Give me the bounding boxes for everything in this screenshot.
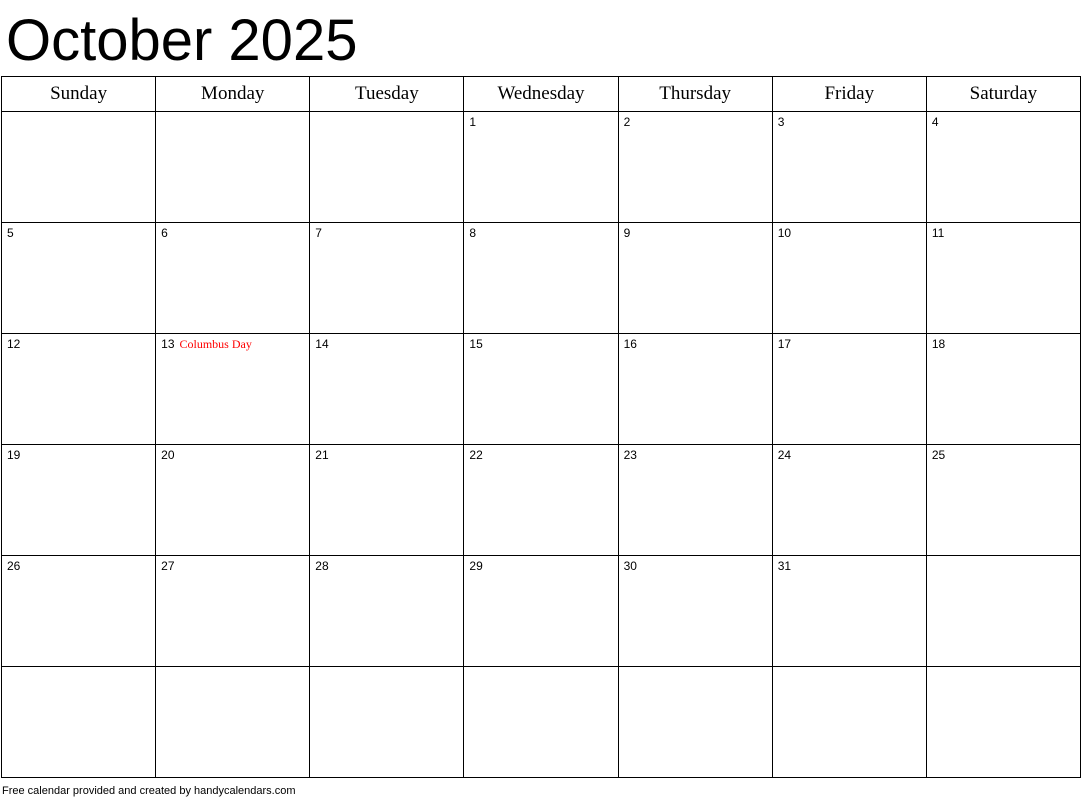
- day-cell[interactable]: [772, 223, 926, 334]
- day-number: 27: [161, 559, 175, 573]
- day-number: 22: [469, 448, 483, 462]
- day-cell[interactable]: [310, 112, 464, 223]
- day-cell[interactable]: [2, 445, 156, 556]
- calendar-week-row: [2, 667, 1081, 778]
- day-number: 14: [315, 337, 329, 351]
- day-cell[interactable]: [772, 667, 926, 778]
- day-number: 25: [931, 448, 946, 462]
- day-number: 5: [7, 226, 14, 240]
- day-number: 16: [623, 337, 637, 351]
- day-event: Columbus Day: [179, 337, 252, 351]
- day-cell[interactable]: [926, 334, 1080, 445]
- day-cell[interactable]: [772, 556, 926, 667]
- day-number: 12: [7, 337, 21, 351]
- day-cell[interactable]: [464, 223, 618, 334]
- day-cell[interactable]: [310, 334, 464, 445]
- day-cell[interactable]: [2, 223, 156, 334]
- day-number: 20: [161, 448, 175, 462]
- day-cell[interactable]: [156, 112, 310, 223]
- day-cell[interactable]: [926, 667, 1080, 778]
- day-number: 8: [469, 226, 477, 240]
- day-cell[interactable]: [156, 223, 310, 334]
- day-cell[interactable]: [618, 334, 772, 445]
- day-number: 6: [161, 226, 168, 240]
- day-cell[interactable]: [156, 556, 310, 667]
- day-cell[interactable]: [156, 334, 310, 445]
- day-number: 19: [7, 448, 21, 462]
- weekday-header-tuesday: Tuesday: [310, 77, 464, 112]
- day-cell[interactable]: [772, 112, 926, 223]
- calendar-week-row: [2, 445, 1081, 556]
- weekday-header-sunday: Sunday: [2, 77, 156, 112]
- calendar-week-row: [2, 112, 1081, 223]
- day-cell[interactable]: [464, 556, 618, 667]
- day-number: 3: [777, 115, 785, 129]
- calendar-grid: [1, 76, 1081, 778]
- page-title: October 2025: [6, 8, 358, 73]
- day-number: 11: [931, 226, 945, 240]
- day-number: 9: [623, 226, 631, 240]
- day-cell[interactable]: [772, 445, 926, 556]
- day-cell[interactable]: [618, 445, 772, 556]
- day-cell[interactable]: [310, 223, 464, 334]
- day-cell[interactable]: [2, 112, 156, 223]
- day-cell[interactable]: [772, 334, 926, 445]
- weekday-header-monday: Monday: [156, 77, 310, 112]
- calendar-week-row: [2, 556, 1081, 667]
- day-number: 10: [777, 226, 792, 240]
- day-cell[interactable]: [464, 112, 618, 223]
- day-number: 13: [161, 337, 175, 351]
- day-cell[interactable]: [310, 445, 464, 556]
- day-cell[interactable]: [310, 667, 464, 778]
- weekday-header-friday: Friday: [772, 77, 926, 112]
- day-number: 7: [315, 226, 322, 240]
- day-cell[interactable]: [926, 445, 1080, 556]
- day-cell[interactable]: [464, 667, 618, 778]
- day-cell[interactable]: [156, 445, 310, 556]
- day-number: 17: [777, 337, 792, 351]
- weekday-header-wednesday: Wednesday: [464, 77, 618, 112]
- weekday-header-saturday: Saturday: [926, 77, 1080, 112]
- day-cell[interactable]: [926, 112, 1080, 223]
- weekday-header-row: [2, 77, 1081, 112]
- day-number: 26: [7, 559, 21, 573]
- day-cell[interactable]: [464, 445, 618, 556]
- day-cell[interactable]: [618, 556, 772, 667]
- day-number: 29: [469, 559, 483, 573]
- day-cell[interactable]: [2, 556, 156, 667]
- day-number: 18: [931, 337, 946, 351]
- day-cell[interactable]: [926, 556, 1080, 667]
- day-number: 15: [469, 337, 483, 351]
- day-cell[interactable]: [2, 334, 156, 445]
- day-number: 21: [315, 448, 329, 462]
- day-number: 28: [315, 559, 329, 573]
- calendar-week-row: [2, 334, 1081, 445]
- day-cell[interactable]: [618, 112, 772, 223]
- day-cell[interactable]: [618, 223, 772, 334]
- day-number: 2: [623, 115, 631, 129]
- day-number: 23: [623, 448, 637, 462]
- day-number: 31: [777, 559, 792, 573]
- day-number: 1: [469, 115, 477, 129]
- day-cell[interactable]: [464, 334, 618, 445]
- day-cell[interactable]: [310, 556, 464, 667]
- day-number: 24: [777, 448, 792, 462]
- day-number: 4: [931, 115, 939, 129]
- day-cell[interactable]: [2, 667, 156, 778]
- day-cell[interactable]: [926, 223, 1080, 334]
- weekday-header-thursday: Thursday: [618, 77, 772, 112]
- footer-credit: Free calendar provided and created by handycalendars.com: [2, 785, 296, 797]
- day-cell[interactable]: [618, 667, 772, 778]
- day-cell[interactable]: [156, 667, 310, 778]
- calendar-week-row: [2, 223, 1081, 334]
- day-number: 30: [623, 559, 637, 573]
